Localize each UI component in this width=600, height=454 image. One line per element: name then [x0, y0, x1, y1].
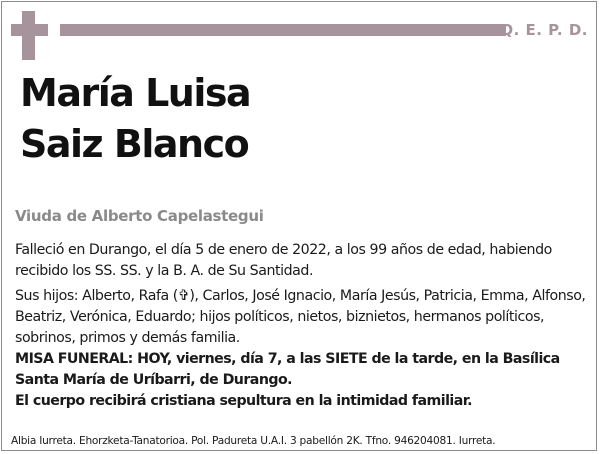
family-list: Sus hijos: Alberto, Rafa (✞), Carlos, José Ignacio, María Jesús, Patricia, Emma, Alfonso, Beatriz, Verónica, Eduardo; hijos políticos, nietos, biznietos, hermanos políticos, sobrinos, primos y demás familia. [15, 288, 586, 346]
death-notice: Falleció en Durango, el día 5 de enero de 2022, a los 99 años de edad, habiendo recibido los SS. SS. y la B. A. de Su Santidad. [15, 242, 552, 279]
notice-body [15, 240, 587, 416]
deceased-name-line2: Saiz Blanco [20, 122, 249, 166]
funeral-home-footer: Albia Iurreta. Ehorzketa-Tanatorioa. Pol. Padureta U.A.I. 3 pabellón 2K. Tfno. 946204081. Iurreta. [11, 435, 496, 447]
burial-note: El cuerpo recibirá cristiana sepultura en la intimidad familiar. [15, 393, 472, 409]
deceased-name-line1: María Luisa [20, 71, 251, 115]
deceased-name [20, 68, 580, 170]
qepd-label: Q. E. P. D. [500, 21, 588, 39]
funeral-mass: MISA FUNERAL: HOY, viernes, día 7, a las SIETE de la tarde, en la Basílica Santa María de Uríbarri, de Durango. [15, 351, 560, 388]
widow-of: Viuda de Alberto Capelastegui [15, 207, 264, 225]
header-rule [60, 24, 506, 36]
